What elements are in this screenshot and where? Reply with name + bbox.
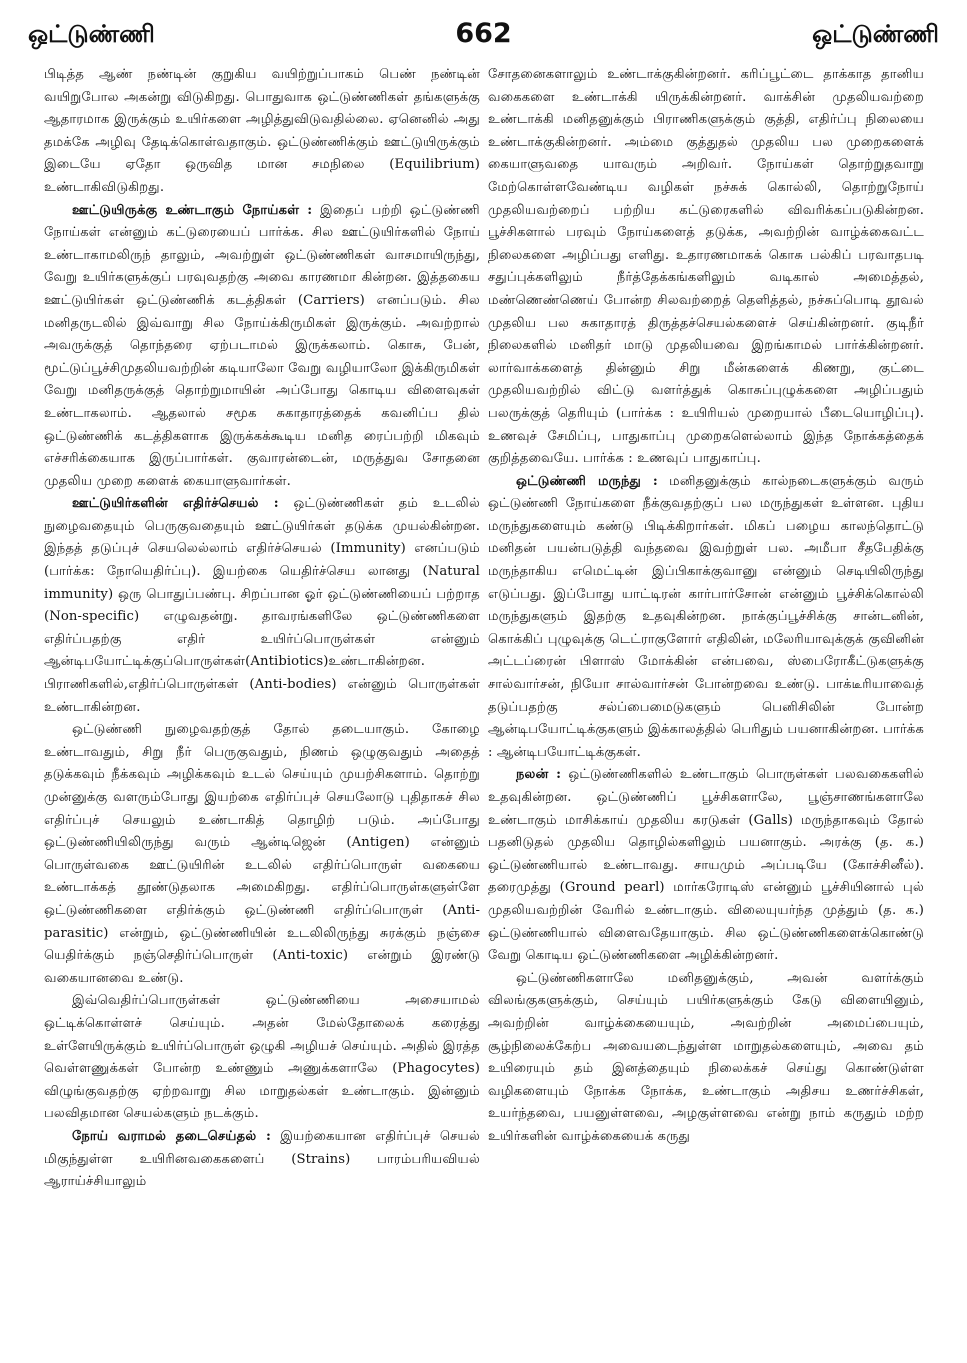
section-heading: ஊட்டுயிருக்கு உண்டாகும் நோய்கள் : xyxy=(72,202,313,218)
paragraph-text: சோதனைகளாலும் உண்டாக்குகின்றனர். கரிப்பூட்டை தாக்காத தானிய வகைகளை உண்டாக்கி யிருக்கின்றனர். வாக்சின் முதலியவற்றை உண்டாக்கி மனிதனுக்கும் பிராணிகளுக்கும் குத்தி, எதிர்ப்பு நிலையை உண்டாக்குகின்றனர். அம்மை குத்துதல் முதலிய பல முறைகளைக் கையாளுவதை யாவரும் அறிவர். நோய்கள் தொற்றுதவாறு மேற்கொள்ளவேண்டிய வழிகள் நச்சுக் கொல்லி, தொற்றுநோய் முதலியவற்றைப் பற்றிய கட்டுரைகளில் விவரிக்கப்படுகின்றன. பூச்சிகளால் பரவும் நோய்களைத் தடுக்க, அவற்றின் வாழ்க்கைவட்ட நிலைகளை அழிப்பது எளிது. உதாரணமாகக் கொசு பல்கிப் பரவாதபடி சதுப்புக்களிலும் நீர்த்தேக்கங்களிலும் வடிகால் அமைத்தல், மண்ணெண்ணெய் போன்ற சிலவற்றைத் தெளித்தல், நச்சுப்பொடி தூவல் முதலிய பல சுகாதாரத் திருத்தச்செயல்களைச் செய்கின்றனர். குடிநீர் நிலைகளில் மனிதர் மாடு முதலியவை இறங்காமல் பார்க்கின்றனர். லார்வாக்களைத் தின்னும் சிறு மீன்களைக் கிணறு, குட்டை முதலியவற்றில் விட்டு வளர்த்துக் கொசுப்புழுக்களை அழிப்பதும் பலருக்குத் தெரியும் (பார்க்க : உயிரியல் முறையால் பீடையொழிப்பு). உணவுச் சேமிப்பு, பாதுகாப்பு முறைகளெல்லாம் இந்த நோக்கத்தைக் குறித்தவையே. பார்க்க : உணவுப் பாதுகாப்பு. xyxy=(488,67,924,467)
paragraph xyxy=(488,764,924,967)
paragraph xyxy=(488,471,924,765)
paragraph xyxy=(44,990,480,1126)
running-head-left: ஒட்டுண்ணி xyxy=(28,20,155,48)
paragraph xyxy=(44,719,480,990)
section-heading: ஒட்டுண்ணி மருந்து : xyxy=(516,473,658,489)
paragraph xyxy=(44,200,480,494)
paragraph-text: ஒட்டுண்ணிகளாலே மனிதனுக்கும், அவன் வளர்க்கும் விலங்குகளுக்கும், செய்யும் பயிர்களுக்கும் கேடு விளையினும், அவற்றின் வாழ்க்கையையும், அவற்றின் அமைப்பையும், சூழ்நிலைக்கேற்ப அவையடைந்துள்ள மாறுதல்களையும், அவை தம் உயிரையும் தம் இனத்தையும் நிலைக்கச் செய்து கொண்டுள்ள வழிகளையும் நோக்க நோக்க, உண்டாகும் அதிசய உணர்ச்சிகள், உயர்ந்தவை, பயனுள்ளவை, அழகுள்ளவை என்று நாம் கருதும் மற்ற உயிர்களின் வாழ்க்கையைக் கருது xyxy=(488,970,924,1144)
paragraph xyxy=(44,1126,480,1194)
paragraph-text: இவ்வெதிர்ப்பொருள்கள் ஒட்டுண்ணியை அசையாமல் ஒட்டிக்கொள்ளச் செய்யும். அதன் மேல்தோலைக் கரைத்து உள்ளேயிருக்கும் உயிர்ப்பொருள் ஒழுகி அழியச் செய்யும். அதில் இரத்த வெள்ளணுக்கள் போன்ற உண்ணும் அணுக்களாலே (Phagocytes) விழுங்குவதற்கு ஏற்றவாறு சில மாறுதல்கள் உண்டாகும். இன்னும் பலவிதமான செயல்களும் நடக்கும். xyxy=(44,993,480,1122)
page-header xyxy=(28,18,939,58)
left-column xyxy=(44,64,480,1194)
section-heading: நோய் வராமல் தடைசெய்தல் : xyxy=(72,1128,271,1144)
section-heading: நலன் : xyxy=(516,767,562,783)
page-number: 662 xyxy=(455,18,512,49)
paragraph-text: ஒட்டுண்ணிகள் தம் உடலில் நுழைவதையும் பெருகுவதையும் ஊட்டுயிர்கள் தடுக்க முயல்கின்றன. இந்தத் தடுப்புச் செயலெல்லாம் எதிர்ச்செயல் (Immunity) எனப்படும் (பார்க்க: நோயெதிர்ப்பு). இயற்கை யெதிர்ச்செய லானது (Natural immunity) ஒரு பொதுப்பண்பு. சிறப்பான ஓர் ஒட்டுண்ணியைப் பற்றாத (Non-specific) எழுவதன்று. தாவரங்களிலே ஒட்டுண்ணிகளை எதிர்ப்பதற்கு எதிர் உயிர்ப்பொருள்கள் என்னும் ஆன்டிபயோட்டிக்குப்பொருள்கள்(Antibiotics)உண்டாகின்றன. பிராணிகளில்,எதிர்ப்பொருள்கள் (Anti-bodies) என்னும் பொருள்கள் உண்டாகின்றன. xyxy=(44,496,480,715)
right-column xyxy=(488,64,924,1149)
paragraph xyxy=(488,968,924,1149)
paragraph-text: இயற்கையான எதிர்ப்புச் செயல் மிகுந்துள்ள உயிரினவகைகளைப் (Strains) பாரம்பரியவியல் ஆராய்ச்சியாலும் xyxy=(44,1128,480,1190)
paragraph xyxy=(488,64,924,471)
paragraph-text: மனிதனுக்கும் கால்நடைகளுக்கும் வரும் ஒட்டுண்ணி நோய்களை நீக்குவதற்குப் பல மருந்துகள் உள்ளன. புதிய மருந்துகளையும் கண்டு பிடிக்கிறார்கள். மிகப் பழைய காலந்தொட்டு மனிதன் பயன்படுத்தி வந்தவை இவற்றுள் பல. அமீபா சீதபேதிக்கு மருந்தாகிய எமெட்டின் இப்பிகாக்குவானு என்னும் செடியிலிருந்து எடுப்பது. இப்போது யாட்டிரன் கார்பார்சோன் என்னும் பூச்சிக்கொல்லி மருந்துகளும் இதற்கு உதவுகின்றன. நாக்குப்பூச்சிக்கு சான்டனின், கொக்கிப் புழுவுக்கு டெட்ராகுளோர் எதிலின், மலேரியாவுக்குக் குவினின் அட்டப்ரைன் பிளாஸ் மோக்கின் என்பவை, ஸ்பைரோகீட்டுகளுக்கு சால்வார்சன், நியோ சால்வார்சன் போன்றவை உண்டு. பாக்டீரியாவைத் தடுப்பதற்கு சல்ப்பைமைடுகளும் பெனிசிலின் போன்ற ஆன்டிபயோட்டிக்குகளும் இக்காலத்தில் பெரிதும் பயனாகின்றன. பார்க்க : ஆன்டிபயோட்டிக்குகள். xyxy=(488,473,924,760)
paragraph-text: பிடித்த ஆண் நண்டின் குறுகிய வயிற்றுப்பாகம் பெண் நண்டின் வயிறுபோல அகன்று விடுகிறது. பொதுவாக ஒட்டுண்ணிகள் தங்களுக்கு ஆதாரமாக இருக்கும் உயிர்களை அழித்துவிடுவதில்லை. ஏனெனில் அது தமக்கே அழிவு தேடிக்கொள்வதாகும். ஒட்டுண்ணிக்கும் ஊட்டுயிருக்கும் இடையே ஏதோ ஒருவித மான சமநிலை (Equilibrium) உண்டாகிவிடுகிறது. xyxy=(44,67,480,195)
paragraph-text: ஒட்டுண்ணிகளில் உண்டாகும் பொருள்கள் பலவகைகளில் உதவுகின்றன. ஒட்டுண்ணிப் பூச்சிகளாலே, பூஞ்சாணங்களாலே உண்டாகும் மாசிக்காய் முதலிய கரடுகள் (Galls) மருந்தாகவும் தோல் பதனிடுதல் முதலிய தொழில்களிலும் பயனாகும். அரக்கு (த. க.) ஒட்டுண்ணியால் உண்டாவது. சாயமும் அப்படியே (கோச்சினீல்). தரைமுத்து (Ground pearl) மார்கரோடிஸ் என்னும் பூச்சியினால் புல் முதலியவற்றின் வேரில் உண்டாகும். விலையுயர்ந்த முத்தும் (த. க.) ஒட்டுண்ணியால் விளைவதேயாகும். சில ஒட்டுண்ணிகளைக்கொண்டு வேறு கொடிய ஒட்டுண்ணிகளை அழிக்கின்றனர். xyxy=(488,767,924,964)
paragraph-text: இதைப் பற்றி ஒட்டுண்ணி நோய்கள் என்னும் கட்டுரையைப் பார்க்க. சில ஊட்டுயிர்களில் நோய் உண்டாகாமலிருந் தாலும், அவற்றுள் ஒட்டுண்ணிகள் வாசமாயிருந்து, வேறு உயிர்களுக்குப் பரவுவதற்கு அவை காரணமா கின்றன. இத்தகைய ஊட்டுயிர்கள் ஒட்டுண்ணிக் கடத்திகள் (Carriers) எனப்படும். சில மனிதருடலில் இவ்வாறு சில நோய்க்கிருமிகள் இருக்கும். அவற்றால் அவருக்குத் தொந்தரை ஏற்படாமல் இருக்கலாம். கொசு, பேன், மூட்டுப்பூச்சிமுதலியவற்றின் கடியாலோ வேறு வழியாலோ இக்கிருமிகள் வேறு மனிதருக்குத் தொற்றுமாயின் அப்போது கொடிய விளைவுகள் உண்டாகலாம். ஆதலால் சமூக சுகாதாரத்தைக் கவனிப்ப தில் ஒட்டுண்ணிக் கடத்திகளாக இருக்கக்கூடிய மனித ரைப்பற்றி மிகவும் எச்சரிக்கையாக இருப்பார்கள். குவாரன்டைன், மருத்துவ சோதனை முதலிய முறை களைக் கையாளுவார்கள். xyxy=(44,202,480,489)
paragraph xyxy=(44,493,480,719)
section-heading: ஊட்டுயிர்களின் எதிர்ச்செயல் : xyxy=(72,496,279,512)
running-head-right: ஒட்டுண்ணி xyxy=(812,20,939,48)
paragraph xyxy=(44,64,480,200)
paragraph-text: ஒட்டுண்ணி நுழைவதற்குத் தோல் தடையாகும். கோழை உண்டாவதும், சிறு நீர் பெருகுவதும், நிணம் ஒழுகுவதும் அதைத் தடுக்கவும் நீக்கவும் அழிக்கவும் உடல் செய்யும் முயற்சிகளாம். தொற்று முன்னுக்கு வளரும்போது இயற்கை எதிர்ப்புச் செயலோடு புதிதாகச் சில எதிர்ப்புச் செயலும் உண்டாகித் தொழிற் படும். அப்போது ஒட்டுண்ணியிலிருந்து வரும் ஆன்டிஜென் (Antigen) என்னும் பொருள்வகை ஊட்டுயிரின் உடலில் எதிர்ப்பொருள் வகையை உண்டாக்கத் தூண்டுதலாக அமைகிறது. எதிர்ப்பொருள்களுள்ளே ஒட்டுண்ணிகளை எதிர்க்கும் ஒட்டுண்ணி எதிர்ப்பொருள் (Anti-parasitic) என்றும், ஒட்டுண்ணியின் உடலிலிருந்து சுரக்கும் நஞ்சை யெதிர்க்கும் நஞ்செதிர்ப்பொருள் (Anti-toxic) என்றும் இரண்டு வகையானவை உண்டு. xyxy=(44,722,480,986)
